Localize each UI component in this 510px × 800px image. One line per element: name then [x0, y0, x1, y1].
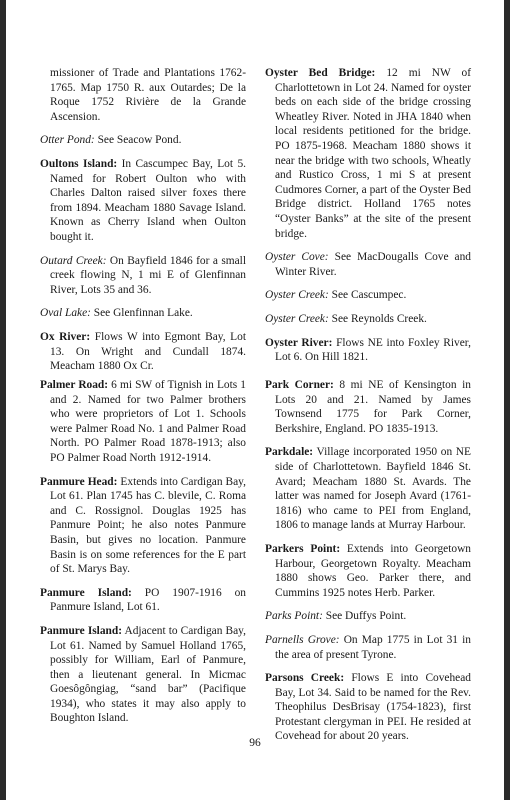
entry-text: Flows W into Egmont Bay, Lot 13. On Wright and Cundall 1874. Meacham 1880 Ox Cr.: [50, 330, 246, 373]
gazetteer-entry: [40, 66, 246, 124]
column-bottom-right: [265, 378, 471, 753]
entry-text: missioner of Trade and Plantations 1762-1765. Map 1750 R. aux Outardes; De la Roque 1752 Rivière de la Grande Ascension.: [50, 67, 246, 123]
gazetteer-entry: [40, 378, 246, 466]
entry-headword: Outard Creek:: [40, 254, 107, 267]
entry-text: PO 1907-1916 on Panmure Island, Lot 61.: [50, 586, 246, 614]
entry-text: Adjacent to Cardigan Bay, Lot 61. Named by Samuel Holland 1765, possibly for William, Earl of Panmure, then a lieutenant general. In Micmac Goesôgôngiag, “sand bar” (Pacifique 1934), who states it may also apply to Boughton Island.: [50, 624, 246, 725]
gazetteer-entry: [265, 66, 471, 241]
gazetteer-entry: [40, 133, 246, 148]
entry-headword: Oyster Creek:: [265, 312, 329, 325]
gazetteer-entry: [265, 609, 471, 624]
gazetteer-entry: [265, 633, 471, 662]
entry-text: 12 mi NW of Charlottetown in Lot 24. Named for oyster beds on each side of the bridge crossing Wheatley River. Noted in JHA 1840 when local residents petitioned for the bridge. PO 1875-1968. Meacham 1880 shows it near the bridge with two schools, Wheatly and Rustico Cross, 1 mi S at present Cudmores Corner, a part of the Oyster Bed Bridge district. Holland 1765 notes “Oyster Banks” at the site of the present bridge.: [275, 67, 471, 240]
entry-text: See Glenfinnan Lake.: [90, 307, 193, 320]
entry-text: See Reynolds Creek.: [328, 312, 427, 325]
entry-headword: Parsons Creek:: [265, 672, 345, 685]
gazetteer-entry: [265, 378, 471, 436]
entry-headword: Oyster Bed Bridge:: [265, 67, 376, 79]
entry-text: 6 mi SW of Tignish in Lots 1 and 2. Named for two Palmer brothers who were proprietors of Lot 1. Schools were Palmer Road No. 1 and Palmer Road North. PO Palmer Road 1878-1913; also PO Palmer Road North 1912-1914.: [50, 379, 246, 464]
gazetteer-entry: [265, 288, 471, 303]
page-number: 96: [249, 737, 261, 749]
gazetteer-entry: [265, 445, 471, 533]
entry-headword: Oyster Cove:: [265, 251, 329, 264]
entry-headword: Parnells Grove:: [265, 633, 340, 646]
gazetteer-entry: [265, 542, 471, 600]
entry-text: Flows E into Covehead Bay, Lot 34. Said to be named for the Rev. Theophilus DesBrisay (1754-1823), first Protestant clergyman in PEI. He resided at Covehead for about 20 years.: [275, 672, 471, 743]
entry-text: Village incorporated 1950 on NE side of Charlottetown. Bayfield 1846 St. Avard; Meacham 1880 St. Avards. The latter was named for Joseph Avard (1761-1816) who came to PEI from England, 1806 to manage lands at Murray Harbour.: [275, 446, 471, 532]
entry-headword: Panmure Island:: [40, 624, 123, 637]
entry-text: See Cascumpec.: [328, 289, 407, 302]
entry-text: See Seacow Pond.: [94, 134, 182, 147]
entry-text: 8 mi NE of Kensington in Lots 20 and 21. Named by James Townsend 1775 for Park Corner, Berkshire, England. PO 1835-1913.: [275, 379, 471, 435]
entry-headword: Parks Point:: [265, 610, 323, 623]
entry-headword: Palmer Road:: [40, 379, 109, 391]
entry-headword: Park Corner:: [265, 379, 334, 391]
column-top-left: [40, 66, 246, 383]
entry-headword: Parkers Point:: [265, 542, 341, 555]
entry-headword: Panmure Head:: [40, 475, 118, 488]
entry-headword: Oyster River:: [265, 336, 333, 349]
entry-text: Flows NE into Foxley River, Lot 6. On Hill 1821.: [275, 336, 471, 364]
entry-text: Extends into Cardigan Bay, Lot 61. Plan 1745 has C. blevile, C. Roma and C. Rossignol. Douglas 1925 has Panmure Point; he also notes Panmure Basin, but gives no location. Panmure Basin is on some references for the E part of St. Marys Bay.: [50, 475, 246, 576]
entry-headword: Parkdale:: [265, 446, 314, 459]
gazetteer-entry: [40, 306, 246, 321]
gazetteer-entry: [265, 671, 471, 744]
column-top-right: [265, 66, 471, 374]
gazetteer-entry: [40, 475, 246, 577]
entry-headword: Ox River:: [40, 330, 91, 343]
column-bottom-left: [40, 378, 246, 735]
entry-text: In Cascumpec Bay, Lot 5. Named for Robert Oulton who with Charles Dalton raised silver foxes there from 1894. Meacham 1880 Savage Island. Known as Cherry Island when Oulton bought it.: [50, 157, 246, 243]
gazetteer-entry: [265, 312, 471, 327]
entry-text: See Duffys Point.: [322, 610, 407, 623]
entry-headword: Oultons Island:: [40, 157, 118, 170]
entry-headword: Oval Lake:: [40, 307, 91, 320]
gazetteer-entry: [265, 250, 471, 279]
entry-text: On Bayfield 1846 for a small creek flowing N, 1 mi E of Glenfinnan River, Lots 35 and 36.: [50, 254, 246, 296]
gazetteer-entry: [265, 336, 471, 365]
gazetteer-entry: [40, 624, 246, 726]
entry-text: See MacDougalls Cove and Winter River.: [275, 251, 471, 278]
entry-headword: Panmure Island:: [40, 586, 132, 599]
entry-headword: Oyster Creek:: [265, 289, 329, 302]
gazetteer-entry: [40, 330, 246, 374]
gazetteer-entry: [40, 586, 246, 615]
entry-text: Extends into Georgetown Harbour, Georgetown Royalty. Meacham 1880 shows Geo. Parker there, and Cummins 1925 notes Herb. Parker.: [275, 542, 471, 599]
entry-text: On Map 1775 in Lot 31 in the area of present Tyrone.: [275, 633, 471, 661]
gazetteer-entry: [40, 254, 246, 298]
gazetteer-entry: [40, 157, 246, 245]
entry-headword: Otter Pond:: [40, 134, 95, 147]
